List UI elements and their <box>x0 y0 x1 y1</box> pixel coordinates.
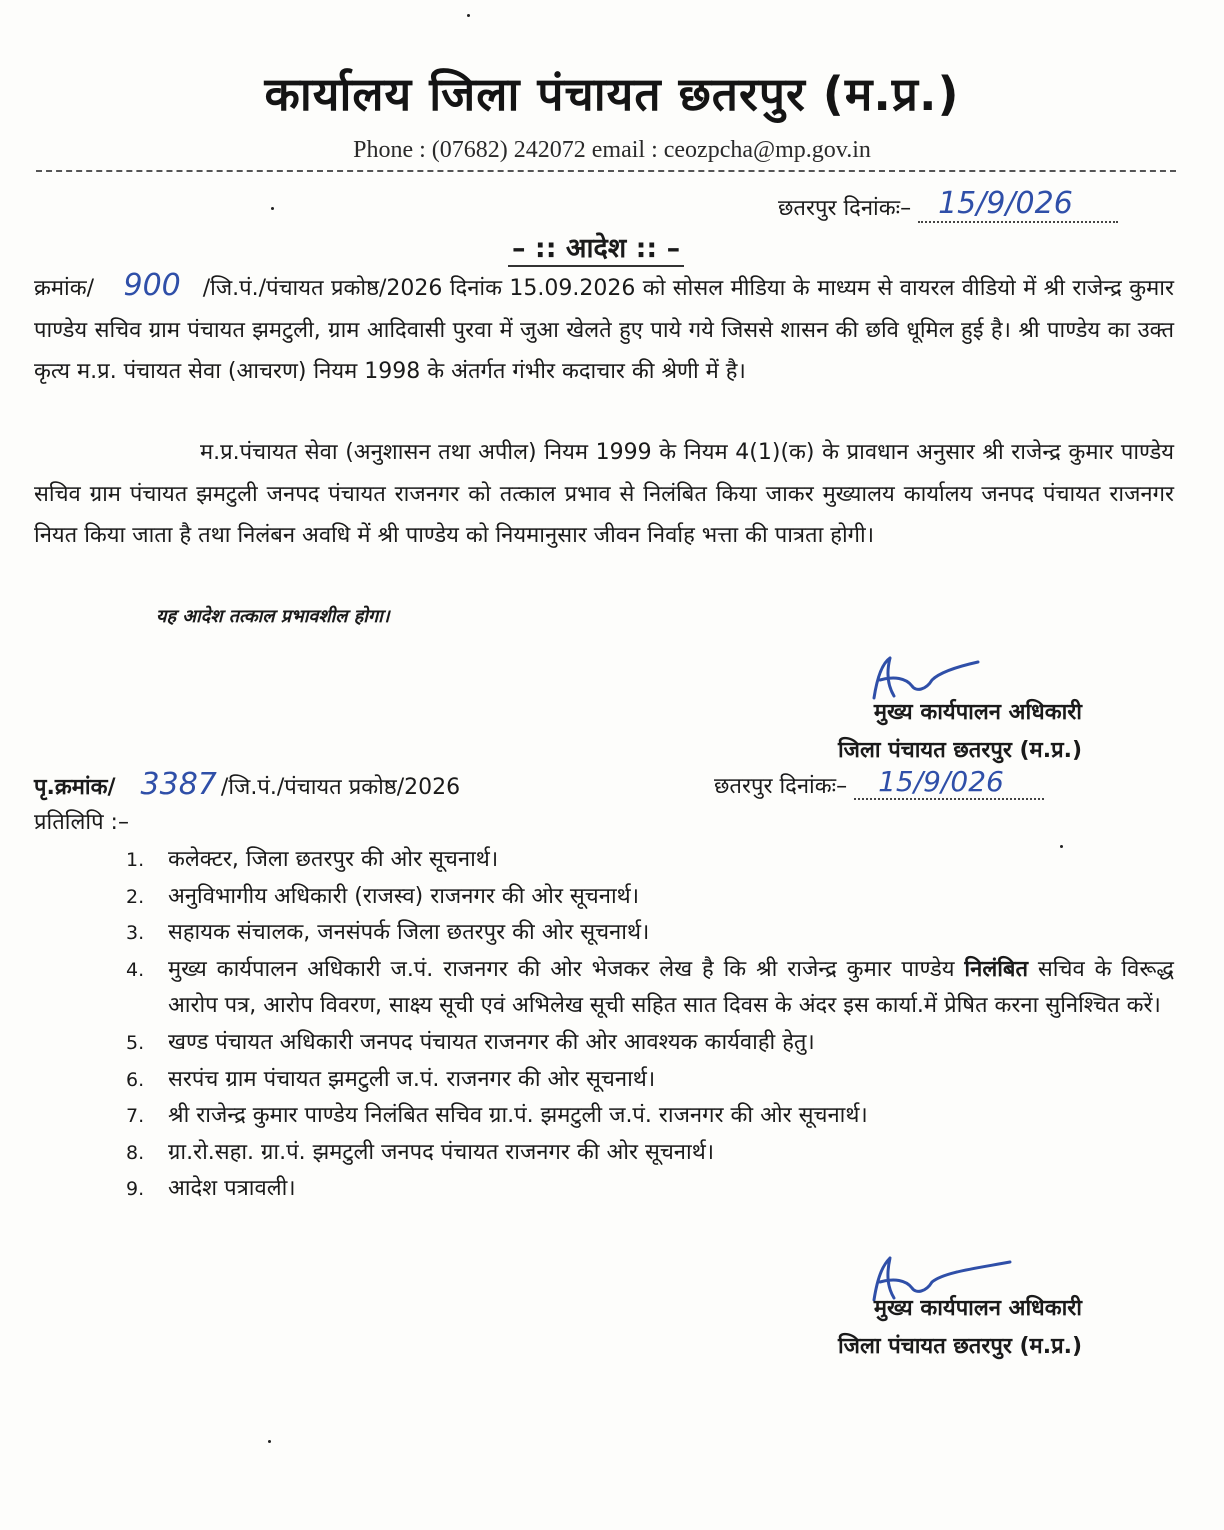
list-item-number: 5. <box>126 1031 145 1054</box>
list-item-text: सरपंच ग्राम पंचायत झमटुली ज.पं. राजनगर की ओर सूचनार्थ। <box>168 1066 656 1092</box>
copy-label: प्रतिलिपि :– <box>34 810 129 835</box>
list-item-text: ग्रा.रो.सहा. ग्रा.पं. झमटुली जनपद पंचायत राजनगर की ओर सूचनार्थ। <box>168 1139 715 1165</box>
list-item-number: 9. <box>126 1178 145 1201</box>
list-item <box>126 1025 1174 1062</box>
list-item-number: 2. <box>126 885 145 908</box>
endorsement-number-prefix: पृ.क्रमांक/ <box>34 775 116 800</box>
signatory-designation: मुख्य कार्यपालन अधिकारी <box>873 1296 1082 1321</box>
signatory-designation: मुख्य कार्यपालन अधिकारी <box>873 700 1082 725</box>
list-item-number: 7. <box>126 1105 145 1128</box>
header-divider <box>36 170 1176 172</box>
endorsement-date-label: छतरपुर दिनांकः– <box>714 774 848 799</box>
endorsement-number-rest: /जि.पं./पंचायत प्रकोष्ठ/2026 <box>220 775 461 800</box>
top-date-label: छतरपुर दिनांकः– <box>778 196 912 221</box>
list-item <box>126 842 1174 879</box>
list-item-number: 3. <box>126 922 145 945</box>
list-item-text: अनुविभागीय अधिकारी (राजस्व) राजनगर की ओर सूचनार्थ। <box>168 883 640 909</box>
contact-line: Phone : (07682) 242072 email : ceozpcha@mp.gov.in <box>353 137 871 163</box>
endorsement-row <box>34 767 1174 802</box>
scan-speck <box>271 207 274 210</box>
list-item <box>126 952 1174 1025</box>
top-date-row <box>778 188 1118 225</box>
top-date-handwritten: 15/9/026 <box>938 186 1073 221</box>
order-number-handwritten: 900 <box>123 268 181 303</box>
list-item <box>126 1135 1174 1172</box>
list-item-number: 1. <box>126 849 145 871</box>
endorsement-date-blank <box>854 765 1044 800</box>
signature-block-2 <box>700 1290 1082 1366</box>
order-number-prefix: क्रमांक/ <box>34 276 95 301</box>
order-paragraph-1-text: /जि.पं./पंचायत प्रकोष्ठ/2026 दिनांक 15.09.2026 को सोसल मीडिया के माध्यम से वायरल वीडियो में श्री राजेन्द्र कुमार पाण्डेय सचिव ग्राम पंचायत झमटुली, ग्राम आदिवासी पुरवा में जुआ खेलते हुए पाये गये जिससे शासन की छवि धूमिल हुई है। श्री पाण्डेय का उक्त कृत्य म.प्र. पंचायत सेवा (आचरण) नियम 1998 के अंतर्गत गंभीर कदाचार की श्रेणी में है। <box>34 276 1174 384</box>
list-item-text: मुख्य कार्यपालन अधिकारी ज.पं. राजनगर की ओर भेजकर लेख है कि श्री राजेन्द्र कुमार पाण्डेय <box>168 956 965 982</box>
scan-speck <box>1060 845 1063 848</box>
list-item-bold-word: निलंबित <box>964 956 1029 982</box>
list-item-number: 8. <box>126 1141 145 1164</box>
list-item-text: खण्ड पंचायत अधिकारी जनपद पंचायत राजनगर की ओर आवश्यक कार्यवाही हेतु। <box>168 1029 815 1055</box>
list-item <box>126 1098 1174 1135</box>
list-item-text: श्री राजेन्द्र कुमार पाण्डेय निलंबित सचिव ग्रा.पं. झमटुली ज.पं. राजनगर की ओर सूचनार्थ। <box>168 1103 868 1129</box>
list-item-number: 4. <box>126 958 145 981</box>
list-item-text: सचिव के विरूद्ध आरोप पत्र, आरोप विवरण, साक्ष्य सूची एवं अभिलेख सूची सहित सात दिवस के अंदर इस कार्या.में प्रेषित करना सुनिश्चित करें। <box>168 956 1175 1019</box>
endorsement-date <box>714 767 1044 802</box>
list-item-text: सहायक संचालक, जनसंपर्क जिला छतरपुर की ओर सूचनार्थ। <box>168 920 650 946</box>
list-item <box>126 1062 1174 1099</box>
copy-list <box>126 842 1174 1208</box>
order-paragraph-1 <box>34 265 1174 393</box>
scan-speck <box>467 14 470 17</box>
signature-block-1 <box>700 694 1082 770</box>
effective-note: यह आदेश तत्काल प्रभावशील होगा। <box>156 606 390 627</box>
office-title: कार्यालय जिला पंचायत छतरपुर (म.प्र.) <box>264 67 960 121</box>
endorsement-number-handwritten: 3387 <box>140 767 217 802</box>
signatory-office: जिला पंचायत छतरपुर (म.प्र.) <box>837 738 1082 763</box>
list-item <box>126 879 1174 916</box>
list-item-number: 6. <box>126 1068 145 1091</box>
endorsement-date-handwritten: 15/9/026 <box>878 765 1004 798</box>
signatory-office: जिला पंचायत छतरपुर (म.प्र.) <box>837 1334 1082 1359</box>
list-item <box>126 915 1174 952</box>
top-date-blank <box>918 186 1118 223</box>
list-item <box>126 1171 1174 1208</box>
order-paragraph-2: म.प्र.पंचायत सेवा (अनुशासन तथा अपील) नियम 1999 के नियम 4(1)(क) के प्रावधान अनुसार श्री राजेन्द्र कुमार पाण्डेय सचिव ग्राम पंचायत झमटुली जनपद पंचायत राजनगर को तत्काल प्रभाव से निलंबित किया जाकर मुख्यालय कार्यालय जनपद पंचायत राजनगर नियत किया जाता है तथा निलंबन अवधि में श्री पाण्डेय को नियमानुसार जीवन निर्वाह भत्ता की पात्रता होगी। <box>34 440 1174 548</box>
scan-speck <box>268 1440 271 1443</box>
list-item-text: कलेक्टर, जिला छतरपुर की ओर सूचनार्थ। <box>168 847 499 872</box>
order-heading: – :: आदेश :: – <box>508 228 684 267</box>
list-item-text: आदेश पत्रावली। <box>168 1176 296 1202</box>
